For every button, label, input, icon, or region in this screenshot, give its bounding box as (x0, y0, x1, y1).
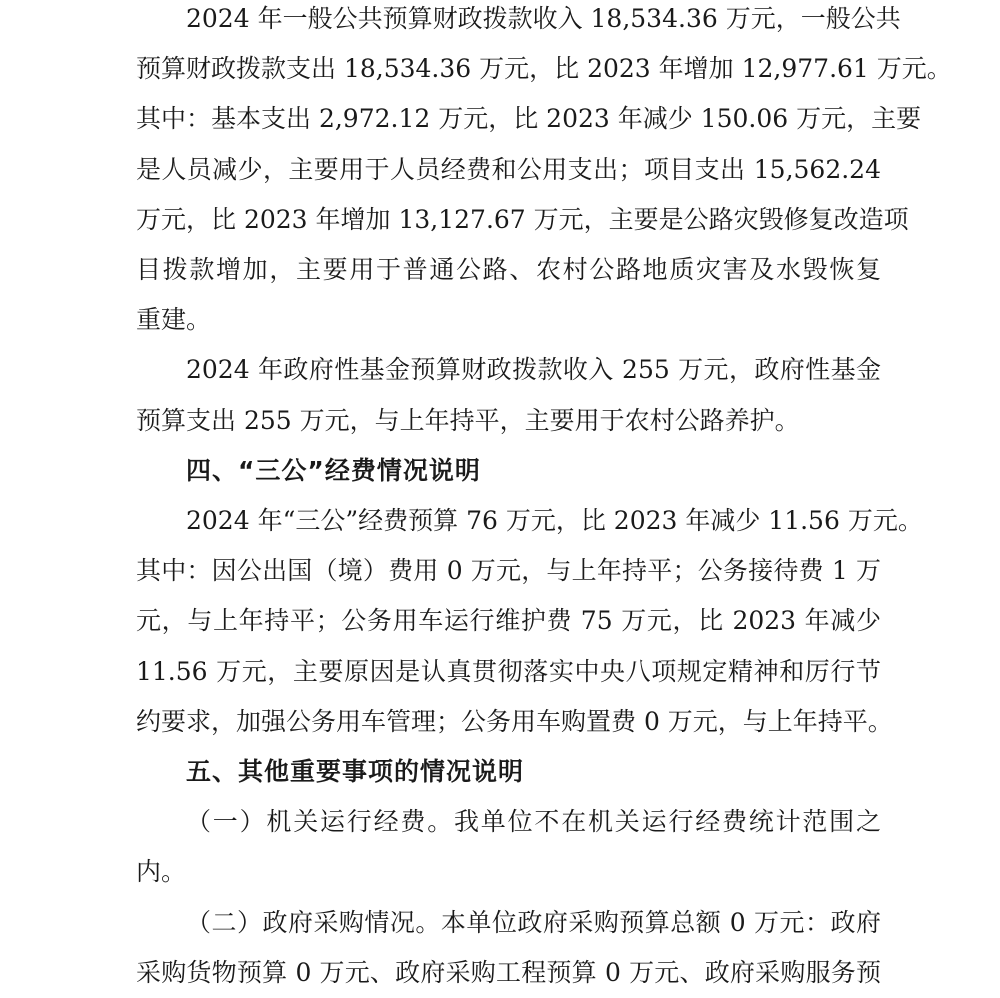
section-heading-other-matters: 五、其他重要事项的情况说明 (186, 757, 525, 787)
section-heading-three-public: 四、“三公”经费情况说明 (186, 455, 481, 485)
text-line: 目拨款增加，主要用于普通公路、农村公路地质灾害及水毁恢复 (136, 255, 881, 285)
paragraph-procurement (136, 898, 881, 998)
text-line: （二）政府采购情况。本单位政府采购预算总额 0 万元：政府 (186, 907, 881, 937)
text-line: 其中：基本支出 2,972.12 万元，比 2023 年减少 150.06 万元，主要 (136, 104, 922, 134)
text-line: 预算财政拨款支出 18,534.36 万元，比 2023 年增加 12,977.61 万元。 (136, 54, 952, 84)
text-line: 其中：因公出国（境）费用 0 万元，与上年持平；公务接待费 1 万 (136, 556, 881, 586)
text-line: 2024 年政府性基金预算财政拨款收入 255 万元，政府性基金 (186, 355, 881, 385)
text-line: 2024 年“三公”经费预算 76 万元，比 2023 年减少 11.56 万元。 (186, 506, 923, 536)
text-line: 约要求，加强公务用车管理；公务用车购置费 0 万元，与上年持平。 (136, 706, 893, 736)
text-line: 预算支出 255 万元，与上年持平，主要用于农村公路养护。 (136, 405, 800, 435)
text-line: 11.56 万元，主要原因是认真贯彻落实中央八项规定精神和厉行节 (136, 656, 881, 686)
text-line: 元，与上年持平；公务用车运行维护费 75 万元，比 2023 年减少 (136, 606, 881, 636)
text-line: （一）机关运行经费。我单位不在机关运行经费统计范围之 (186, 807, 881, 837)
text-line: 内。 (136, 857, 187, 887)
paragraph-operating-expenses (136, 797, 881, 897)
paragraph-general-budget (136, 0, 952, 345)
document-page (136, 0, 952, 998)
text-line: 重建。 (136, 305, 212, 335)
paragraph-three-public-expenses (136, 496, 923, 747)
text-line: 万元，比 2023 年增加 13,127.67 万元，主要是公路灾毁修复改造项 (136, 204, 909, 234)
text-line: 是人员减少，主要用于人员经费和公用支出；项目支出 15,562.24 (136, 154, 881, 184)
text-line: 采购货物预算 0 万元、政府采购工程预算 0 万元、政府采购服务预 (136, 957, 881, 987)
paragraph-fund-budget (136, 345, 881, 445)
text-line: 2024 年一般公共预算财政拨款收入 18,534.36 万元，一般公共 (186, 4, 901, 33)
